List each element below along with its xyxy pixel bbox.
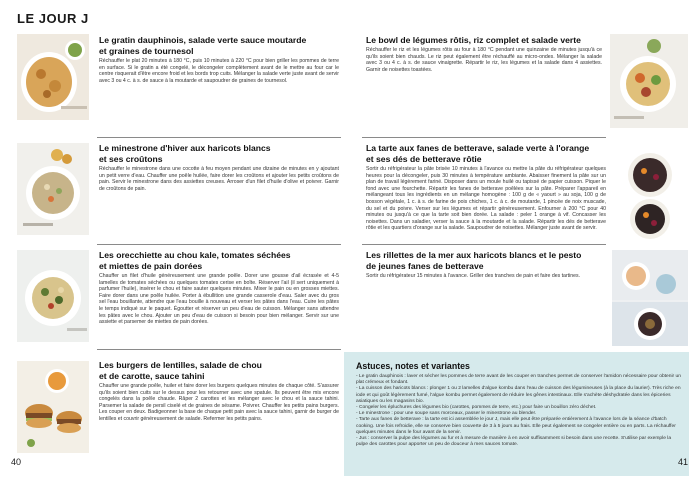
recipe-title-line: Les rillettes de la mer aux haricots blancs et le pesto	[366, 250, 582, 260]
recipe-photo-orecchiette	[17, 250, 89, 342]
tip-paragraph: - Le gratin dauphinois : laver et sécher les pommes de terre avant de les couper en tranches permet de conserver l'amidon nécessaire pour obtenir un plat crémeux et fondant.	[356, 374, 681, 386]
recipe-title-line: Le minestrone d'hiver aux haricots blancs	[99, 143, 271, 153]
recipe-instructions: Réchauffer le plat 20 minutes à 180 °C, puis 10 minutes à 220 °C pour bien griller les pommes de terre en surface. Si le gratin a été congelé, le décongeler complètement avant de le mettre au four car le centre risquerait d'être encore froid et les bords trop cuits. Mélanger la salade verte juste avant de servir avec 3 ou 4 c. à s. de sauce à la moutarde et saupoudrer de graines de tournesol.	[99, 58, 339, 84]
page-number-left: 40	[11, 457, 22, 467]
recipe-title-line: et ses croûtons	[99, 153, 163, 164]
recipe-instructions: Réchauffer le minestrone dans une cocotte à feu moyen pendant une dizaine de minutes en y ajoutant un petit verre d'eau. Chauffer une poêle huilée, faire dorer les croûtons et ajouter les petits croûtons de pain. Servir le minestrone dans des assiettes creuses. Arroser d'un filet d'huile d'olive et poivrer. Garnir de croûtons de pain.	[99, 166, 339, 192]
recipe-instructions: Sortir du réfrigérateur 15 minutes à l'avance. Griller des tranches de pain et faire des tartines.	[366, 273, 581, 279]
section-divider	[362, 244, 606, 245]
page-title: LE JOUR J	[17, 11, 89, 26]
tips-box	[344, 352, 689, 476]
recipe-title-line: Le gratin dauphinois, salade verte sauce moutarde	[99, 35, 307, 45]
tips-body	[356, 374, 681, 448]
section-divider	[97, 137, 341, 138]
tip-paragraph: - Jus : conserver la pulpe des légumes au fur et à mesure de manière à en avoir suffisamment si besoin dans une recette. S'utilise par exemple la pulpe des carottes pour apporter un peu de douceur à mes sauces tomate.	[356, 436, 672, 448]
recipe-title-line: et ses dés de betterave rôtie	[366, 153, 482, 164]
recipe-instructions: Chauffer une grande poêle, huiler et faire dorer les burgers quelques minutes de chaque côté. S'assurer qu'ils soient bien cuits sur le dessus pour les retourner avec une spatule. Ils peuvent être mis encore congelés dans la poêle chaude. Râper 2 carottes et les mélanger avec le chou et la sauce tahini. Parsemer la salade de persil ciselé et de graines de sésame. Poivrer. Chauffer les petits pains burgers. Les couper en deux. Badigeonner la base de chaque petit pain avec la sauce tahini, garnir de burger de lentilles et couvrir généreusement de salade. Refermer les petits pains.	[99, 383, 339, 422]
recipe-photo-rillettes	[612, 250, 688, 346]
page-number-right: 41	[678, 457, 689, 467]
recipe-title-line: Le bowl de légumes rôtis, riz complet et salade verte	[366, 35, 581, 45]
recipe-title-line: Les orecchiette au chou kale, tomates séchées	[99, 250, 291, 260]
tip-paragraph: - La cuisson des haricots blancs : plonger 1 ou 2 lamelles d'algue kombu dans l'eau de cuisson des légumineuses (à la place du laurier). Très riche en iode et qui goût légèrement fumé, l'algue kombu permet également de réduire les gênes intestinaux. Elle s'achète déshydratée dans les épiceries asiatiques ou les magasins bio.	[356, 386, 681, 404]
recipe-photo-tarte	[612, 143, 688, 243]
recipe-photo-minestrone	[17, 143, 89, 235]
tip-paragraph: - Le minestrone : pour une soupe sans morceaux, passer le minestrone au blender.	[356, 411, 537, 417]
tips-title: Astuces, notes et variantes	[356, 361, 470, 371]
recipe-title-line: et miettes de pain dorées	[99, 260, 203, 271]
recipe-title-line: de jeunes fanes de betterave	[366, 260, 484, 271]
section-divider	[97, 349, 341, 350]
tip-paragraph: - Congeler les épluchures des légumes bio (carottes, pommes de terre, etc.) pour faire un bouillon zéro déchet.	[356, 405, 597, 411]
section-divider	[362, 137, 606, 138]
recipe-photo-gratin	[17, 34, 89, 120]
recipe-instructions: Réchauffer le riz et les légumes rôtis au four à 180 °C pendant une quinzaine de minutes jusqu'à ce qu'ils soient bien chauds. Le riz peut également être réchauffé au micro-ondes. Mélanger la salade avec 3 ou 4 c. à s. de sauce vinaigrette. Répartir le riz, les légumes et la salade dans 4 assiettes. Garnir de noisettes toastées.	[366, 47, 602, 73]
recipe-instructions: Sortir du réfrigérateur la pâte brisée 10 minutes à l'avance ou mettre la pâte du réfrigérateur quelques heures pour la décongeler, puis 30 minutes à température ambiante. Abaisser finement la pâte sur un plan de travail légèrement fariné. Disposer dans un moule huilé ou tapissé de papier cuisson. Piquer le fond avec une fourchette. Répartir les fanes de betterave poêlées sur la pâte. Préparer l'appareil en mélangeant tous les ingrédients en un mélange homogène : 100 g de « yaourt » au soja, 100 g de bosson végétale, 1 c. à s. de farine de pois chiches, 1 c. à c. de moutarde, 1 pincée de noix muscade, du sel et du poivre. Verser sur les légumes et répartir généreusement. Enfourner à 200 °C pour 40 minutes ou jusqu'à ce que la tarte soit bien dorée. La salade : peler 1 orange à vif. Concasser les noisettes. Dans un saladier, verser la sauce à la moutarde et la salade. Répartir les dés de betterave rôtie et les quartiers d'orange sur la salade. Saupoudrer de noisettes. Mélanger juste avant de servir.	[366, 166, 606, 232]
section-divider	[97, 244, 341, 245]
recipe-photo-bowl	[610, 34, 688, 128]
recipe-title-line: La tarte aux fanes de betterave, salade verte à l'orange	[366, 143, 590, 153]
recipe-title-line: et graines de tournesol	[99, 45, 194, 56]
recipe-title-line: Les burgers de lentilles, salade de chou	[99, 360, 262, 370]
tip-paragraph: - Tarte aux fanes de betterave : la tarte est ici assemblée le jour J, mais elle peut être préparée entièrement à l'avance lors de la séance d'batch cooking. Une fois refroidie, elle se conserve bien couverte de 3 à 5 jours au frais. Elle peut également se congeler entière ou en parts. La réchauffer quelques minutes dans le four avant de la servir.	[356, 417, 676, 435]
recipe-photo-burgers	[17, 361, 89, 453]
recipe-title-line: et de carotte, sauce tahini	[99, 370, 205, 381]
recipe-instructions: Chauffer un filet d'huile généreusement une grande poêle. Dorer une gousse d'ail écrasée et 4-5 lamelles de tomates séchées ou quelques tomates cerise en boîte. Réserver l'ail (il sert uniquement à parfumer l'huile), insérer le chou et faire sauter quelques minutes. Mixer le pain ou en grosses miettes. Faire dorer dans une poêle huilée. Porter à ébullition une grande casserole d'eau. Saler avec du gros sel l'eau bouillante, attendre que l'eau bouille à nouveau et verser les pâtes dans l'eau. Cuire les pâtes le temps indiqué sur le paquet. Égoutter et réserver un peu d'eau de cuisson. Mélanger sans attendre les pâtes avec le chou. Ajouter un peu d'eau de cuisson si besoin pour bien mélanger. Servir sur une assiette et parsemer de miettes de pain dorées.	[99, 273, 339, 326]
